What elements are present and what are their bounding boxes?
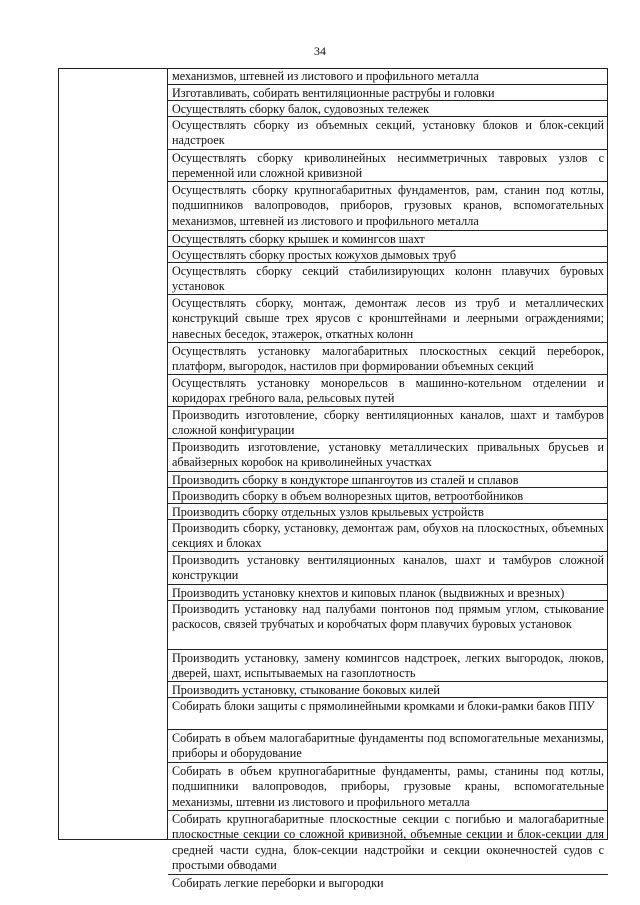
table-row: Производить изготовление, сборку вентиляционных каналов, шахт и тамбуров сложной конфигурации (168, 407, 608, 439)
table-row: Осуществлять сборку секций стабилизирующих колонн плавучих буровых установок (168, 263, 608, 295)
table-row: Производить сборку в объем волнорезных щитов, ветроотбойников (168, 488, 608, 504)
table-row: Собирать легкие переборки и выгородки (172, 876, 384, 890)
table-row: Производить изготовление, установку металлических привальных брусьев и абвайзерных коробок на криволинейных участках (168, 439, 608, 472)
table-row: Производить установку, стыкование боковых килей (168, 682, 608, 698)
table-row: Производить сборку отдельных узлов крыльевых устройств (168, 504, 608, 520)
table-row: Изготавливать, собирать вентиляционные раструбы и головки (168, 85, 608, 101)
table-row: Осуществлять сборку простых кожухов дымовых труб (168, 247, 608, 263)
table-row: Производить установку вентиляционных каналов, шахт и тамбуров сложной конструкции (168, 552, 608, 585)
table-row: Осуществлять сборку криволинейных несимметричных тавровых узлов с переменной или сложной кривизной (168, 150, 608, 182)
table-row: механизмов, штевней из листового и профильного металла (168, 68, 608, 85)
page-number: 34 (314, 44, 326, 58)
table-row: Осуществлять сборку из объемных секций, установку блоков и блок-секций надстроек (168, 117, 608, 150)
table-row: Осуществлять сборку балок, судовозных тележек (168, 101, 608, 117)
table-row: Осуществлять установку монорельсов в машинно-котельном отделении и коридорах гребного вала, рельсовых путей (168, 375, 608, 407)
table-row: Осуществлять сборку, монтаж, демонтаж лесов из труб и металлических конструкций свыше трех ярусов с кронштейнами и леерными ограждениями; навесных беседок, этажерок, откатных колонн (168, 295, 608, 343)
table-row: Собирать крупногабаритные плоскостные секции с погибью и малогабаритные плоскостные секции со сложной кривизной, объемные секции и блок-секции для средней части судна, блок-секции надстройки и секции оконечностей судов с простыми обводами (168, 811, 608, 875)
table-row: Производить установку, замену комингсов надстроек, легких выгородок, люков, дверей, шахт, испытываемых на газоплотность (168, 650, 608, 682)
table-row: Собирать в объем крупногабаритные фундаменты, рамы, станины под котлы, подшипники валопроводов, приборы, грузовые краны, вспомогательные механизмы, штевни из листового и профильного металла (168, 763, 608, 811)
table-row: Производить сборку, установку, демонтаж рам, обухов на плоскостных, объемных секциях и блоках (168, 520, 608, 552)
table-row: Производить установку кнехтов и киповых планок (выдвижных и врезных) (168, 585, 608, 601)
table-row: Производить сборку в кондукторе шпангоутов из сталей и сплавов (168, 472, 608, 488)
table-row: Собирать блоки защиты с прямолинейными кромками и блоки-рамки баков ППУ (168, 698, 608, 730)
table-row: Производить установку над палубами понтонов под прямым углом, стыкование раскосов, связей трубчатых и коробчатых форм плавучих буровых установок (168, 601, 608, 650)
table-row: Собирать в объем малогабаритные фундаменты под вспомогательные механизмы, приборы и оборудование (168, 730, 608, 763)
table-row: Осуществлять установку малогабаритных плоскостных секций переборок, платформ, выгородок, настилов при формировании объемных секций (168, 343, 608, 375)
duties-column (168, 68, 608, 892)
table-row: Осуществлять сборку крышек и комингсов шахт (168, 231, 608, 247)
table-row: Осуществлять сборку крупногабаритных фундаментов, рам, станин под котлы, подшипников валопроводов, приборов, грузовых кранов, вспомогательных механизмов, штевней из листового и профильного металла (168, 182, 608, 231)
